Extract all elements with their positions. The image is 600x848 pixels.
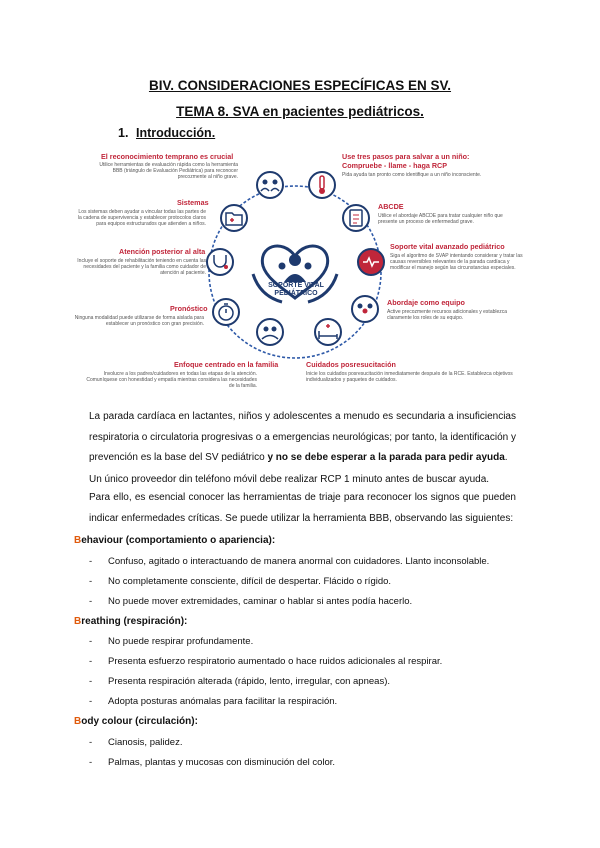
- behaviour-item-1: [89, 576, 391, 587]
- behaviour-item-text: No completamente consciente, difícil de despertar. Flácido o rígido.: [108, 576, 392, 587]
- bottom-left-title: Enfoque centrado en la familia: [174, 360, 279, 369]
- center-label: [266, 282, 326, 298]
- behaviour-item-text: Confuso, agitado o interactuando de manera anormal con cuidadores. Llanto inconsolable.: [108, 556, 490, 567]
- paragraph-1-bold: y no se debe esperar a la parada para pedir ayuda: [267, 452, 505, 463]
- breathing-item-text: Adopta posturas anómalas para facilitar la respiración.: [108, 696, 338, 707]
- right-title2-0: Compruebe - llame - haga RCP: [342, 161, 448, 170]
- paragraph-3: Para ello, es esencial conocer las herramientas de triaje para reconocer los signos que pueden indicar enfermedades críticas. Se puede utilizar la herramienta BBB, observando las siguientes:: [89, 492, 516, 524]
- list-dash: -: [89, 636, 93, 647]
- bodycolour-item-text: Cianosis, palidez.: [108, 737, 183, 748]
- clipboard-icon: [343, 205, 369, 231]
- folder-icon: [221, 205, 247, 231]
- stopwatch-icon: [213, 299, 239, 325]
- breathing-heading: [74, 616, 187, 627]
- bottom-left-body: Involucre a los padres/cuidadores en todas las etapas de la atención. Comuníquese con honestidad y empatía mientras considera las necesidades de la familia.: [86, 371, 257, 389]
- behaviour-item-2: [89, 596, 412, 607]
- list-dash: -: [89, 676, 93, 687]
- paragraph-1: [89, 407, 516, 469]
- behaviour-item-0: [89, 556, 489, 567]
- list-dash: -: [89, 556, 93, 567]
- list-dash: -: [89, 757, 93, 768]
- paragraph-1-text: La parada cardíaca en lactantes, niños y adolescentes a menudo es secundaria a insuficiencias respiratoria o circulatoria progresivas o a emergencias neurológicas; por tanto, la identificación y prevención es la base del SV pediátrico: [89, 411, 516, 463]
- behaviour-cap: B: [74, 535, 82, 546]
- section-number: 1.: [118, 126, 129, 140]
- bodycolour-cap: B: [74, 716, 82, 727]
- team-icon: [352, 296, 378, 322]
- right-title-3: Abordaje como equipo: [387, 298, 465, 307]
- left-body-3: Ninguna modalidad puede utilizarse de forma aislada para establecer un pronóstico con gran precisión.: [74, 315, 204, 327]
- left-title-3: Pronóstico: [170, 304, 208, 313]
- bottom-right-title: Cuidados posresucitación: [306, 360, 396, 369]
- infographic: [60, 146, 530, 398]
- right-body-0: Pida ayuda tan pronto como identifique a un niño inconsciente.: [342, 172, 482, 178]
- breathing-item-0: [89, 636, 253, 647]
- bodycolour-heading: [74, 716, 198, 727]
- document-title: BIV. CONSIDERACIONES ESPECÍFICAS EN SV.: [148, 78, 452, 93]
- right-title-0: Use tres pasos para salvar a un niño:: [342, 152, 470, 161]
- thermometer-icon: [309, 172, 335, 198]
- right-title-2: Soporte vital avanzado pediátrico: [390, 242, 505, 251]
- bodycolour-rest: ody colour (circulación):: [81, 716, 198, 727]
- breathing-item-1: [89, 656, 442, 667]
- hospital-bed-icon: [315, 319, 341, 345]
- center-label-line1: SOPORTE VITAL: [268, 282, 324, 289]
- paragraph-2: Un único proveedor din teléfono móvil debe realizar RCP 1 minuto antes de buscar ayuda.: [89, 474, 490, 485]
- list-dash: -: [89, 656, 93, 667]
- breathing-rest: reathing (respiración):: [81, 616, 188, 627]
- list-dash: -: [89, 596, 93, 607]
- behaviour-heading: [74, 535, 275, 546]
- document-subtitle: TEMA 8. SVA en pacientes pediátricos.: [176, 104, 424, 119]
- section-title: Introducción.: [136, 126, 216, 140]
- breathing-item-2: [89, 676, 390, 687]
- left-title-0: El reconocimiento temprano es crucial: [101, 152, 234, 161]
- family-icon: [257, 319, 283, 345]
- section-heading: [118, 126, 215, 140]
- list-dash: -: [89, 696, 93, 707]
- breathing-item-text: Presenta respiración alterada (rápido, lento, irregular, con apneas).: [108, 676, 390, 687]
- right-body-1: Utilice el abordaje ABCDE para tratar cualquier niño que presente un proceso de enfermedad grave.: [378, 213, 503, 225]
- group-icon: [257, 172, 283, 198]
- breathing-item-3: [89, 696, 337, 707]
- center-label-line2: PEDIÁTRICO: [274, 290, 318, 297]
- bottom-right-body: Inicie los cuidados posresucitación inmediatamente después de la RCE. Establezca objetivos individualizados y paquetes de cuidados.: [306, 371, 513, 383]
- bodycolour-item-text: Palmas, plantas y mucosas con disminución del color.: [108, 757, 336, 768]
- right-title-1: ABCDE: [378, 202, 404, 211]
- breathing-item-text: Presenta esfuerzo respiratorio aumentado o hace ruidos adicionales al respirar.: [108, 656, 443, 667]
- paragraph-1-end: .: [504, 452, 508, 463]
- list-dash: -: [89, 576, 93, 587]
- bodycolour-item-1: [89, 757, 335, 768]
- left-body-2: Incluye el soporte de rehabilitación teniendo en cuenta las necesidades del paciente y la familia como cuidador de atención al paciente.: [77, 258, 206, 276]
- behaviour-item-text: No puede mover extremidades, caminar o hablar si antes podía hacerlo.: [108, 596, 413, 607]
- left-body-1: Los sistemas deben ayudar a vincular todas las partes de la cadena de supervivencia y establecer protocolos claros para equipos estructurados que atienden a niños.: [77, 209, 206, 227]
- right-body-2: Siga el algoritmo de SVAP intentando considerar y tratar las causas reversibles relevantes de la parada cardíaca y modificar el manejo según las circunstancias especiales.: [390, 253, 523, 271]
- right-body-3: Active precozmente recursos adicionales y establezca claramente los roles de su equipo.: [387, 309, 508, 321]
- stethoscope-icon: [207, 249, 233, 275]
- behaviour-rest: ehaviour (comportamiento o apariencia):: [81, 535, 276, 546]
- breathing-cap: B: [74, 616, 82, 627]
- left-title-2: Atención posterior al alta: [119, 247, 206, 256]
- bodycolour-item-0: [89, 737, 182, 748]
- heart-monitor-icon: [358, 249, 384, 275]
- left-title-1: Sistemas: [177, 198, 209, 207]
- breathing-item-text: No puede respirar profundamente.: [108, 636, 254, 647]
- list-dash: -: [89, 737, 93, 748]
- left-body-0: Utilice herramientas de evaluación rápida como la herramienta BBB (triángulo de Evaluación Pediátrica) para reconocer precozmente al niño grave.: [99, 162, 238, 180]
